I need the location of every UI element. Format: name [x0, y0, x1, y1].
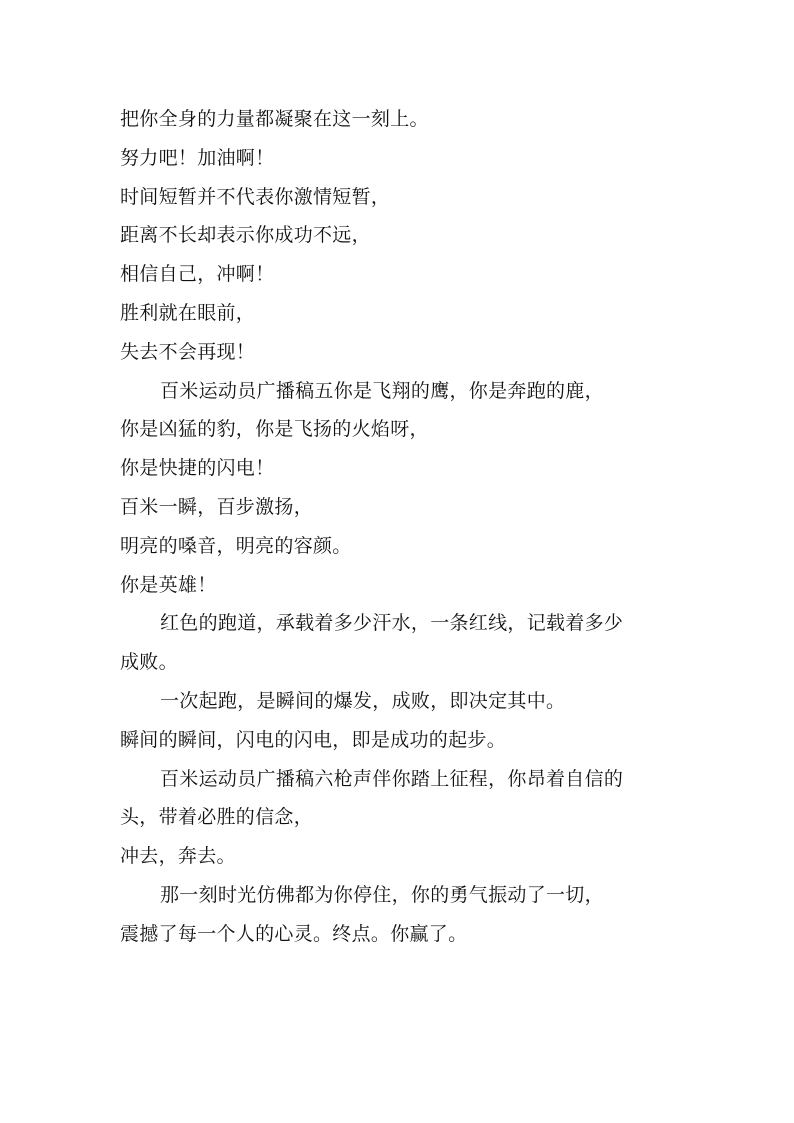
document-body: [120, 100, 680, 954]
text-line: 冲去，奔去。: [120, 845, 236, 868]
text-line: 你是英雄！: [120, 573, 217, 596]
text-line: 百米运动员广播稿五你是飞翔的鹰，你是奔跑的鹿，: [160, 379, 604, 402]
text-line: 你是快捷的闪电！: [120, 457, 275, 480]
text-line: 百米一瞬，百步激扬，: [120, 495, 314, 518]
text-line: 努力吧！加油啊！: [120, 146, 275, 169]
text-line: 你是凶猛的豹，你是飞扬的火焰呀，: [120, 418, 429, 441]
text-line: 头，带着必胜的信念，: [120, 806, 314, 829]
text-line: 把你全身的力量都凝聚在这一刻上。: [120, 108, 429, 130]
text-line: 相信自己，冲啊！: [120, 263, 275, 286]
text-line: 红色的跑道，承载着多少汗水，一条红线，记载着多少: [160, 612, 624, 635]
text-line: 成败。: [120, 651, 178, 674]
text-line: 瞬间的瞬间，闪电的闪电，即是成功的起步。: [120, 728, 507, 751]
text-line: 距离不长却表示你成功不远，: [120, 224, 371, 247]
text-line: 失去不会再现！: [120, 340, 256, 363]
text-line: 百米运动员广播稿六枪声伴你踏上征程，你昂着自信的: [160, 767, 624, 790]
text-line: 震撼了每一个人的心灵。终点。你赢了。: [120, 922, 468, 945]
text-line: 一次起跑，是瞬间的爆发，成败，即决定其中。: [160, 689, 566, 712]
text-line: 时间短暂并不代表你激情短暂，: [120, 185, 391, 208]
text-line: 那一刻时光仿佛都为你停住，你的勇气振动了一切，: [160, 883, 604, 906]
text-line: 明亮的嗓音，明亮的容颜。: [120, 534, 352, 557]
text-line: 胜利就在眼前，: [120, 301, 256, 324]
